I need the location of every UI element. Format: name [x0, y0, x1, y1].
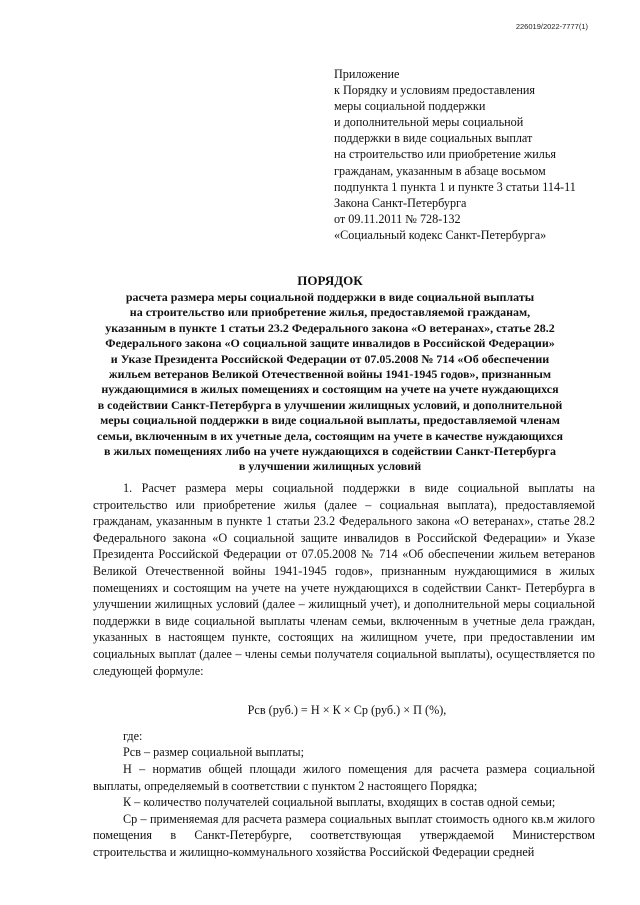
appendix-line: «Социальный кодекс Санкт-Петербурга»: [334, 227, 547, 242]
heading-line: в содействии Санкт-Петербурга в улучшении жилищных условий, и дополнительной: [97, 397, 563, 412]
appendix-line: на строительство или приобретение жилья: [334, 147, 557, 162]
paragraph-1: 1. Расчет размера меры социальной поддержки в виде социальной выплаты на строительство или приобретение жилья (далее – социальная выплата), предоставляемой гражданам, указанным в пункте 1 статьи 23.2 Федерального закона «О ветеранах», статье 28.2 Федерального закона «О социальной защите инвалидов в Российской Федерации» и Указе Президента Российской Федерации от 07.05.2008 № 714 «Об обеспечении жильем ветеранов Великой Отечественной войны 1941-1945 годов», признанным нуждающимися в жилых помещениях и состоящим на учете на учете нуждающихся в содействии Санкт- Петербурга в улучшении жилищных условий (далее – жилищный учет), и дополнительной меры социальной поддержки в виде социальной выплаты членам семьи, включенным в учетные дела граждан, указанных в настоящем пункте, состоящих на жилищном учете, при предоставлении им социальных выплат (далее – члены семьи получателя социальной выплаты), осуществляется по следующей формуле:: [93, 481, 595, 678]
document-title: ПОРЯДОК: [297, 273, 363, 288]
heading-line: семьи, включенным в их учетные дела, состоящим на учете в качестве нуждающихся: [97, 428, 563, 443]
definition-rsv: Рсв – размер социальной выплаты;: [123, 745, 304, 760]
heading-line: жильем ветеранов Великой Отечественной войны 1941-1945 годов», признанным: [108, 367, 552, 382]
document-number: 226019/2022-7777(1): [515, 22, 588, 31]
definition-sr: Ср – применяемая для расчета размера социальных выплат стоимость одного кв.м жилого помещения в Санкт-Петербурге, соответствующая утверждаемой Министерством строительства и жилищно-коммунального хозяйства Российской Федерации средней: [93, 811, 595, 859]
heading-line: в жилых помещениях либо на учете нуждающихся в содействии Санкт-Петербурга: [104, 444, 556, 459]
document-body: [93, 480, 595, 860]
heading-line: в улучшении жилищных условий: [238, 459, 422, 474]
appendix-line: поддержки в виде социальных выплат: [334, 131, 533, 146]
where-label: где:: [123, 728, 143, 743]
heading-line: расчета размера меры социальной поддержки в виде социальной выплаты: [125, 290, 535, 304]
heading-line: Федерального закона «О социальной защите инвалидов в Российской Федерации»: [105, 336, 555, 351]
heading-line: меры социальной поддержки в виде социальной выплаты, предоставляемой членам: [100, 413, 560, 428]
heading-line: указанным в пункте 1 статьи 23.2 Федерального закона «О ветеранах», статье 28.2: [105, 320, 555, 335]
heading-line: и Указе Президента Российской Федерации от 07.05.2008 № 714 «Об обеспечении: [110, 351, 550, 366]
appendix-line: подпункта 1 пункта 1 и пункте 3 статьи 114-11: [334, 179, 576, 194]
document-heading: [70, 273, 590, 475]
appendix-block: [334, 66, 624, 243]
appendix-line: Приложение: [334, 67, 400, 81]
appendix-line: от 09.11.2011 № 728-132: [334, 211, 461, 226]
heading-line: на строительство или приобретение жилья, предоставляемой гражданам,: [129, 305, 531, 320]
definition-n: Н – норматив общей площади жилого помещения для расчета размера социальной выплаты, определяемый в соответствии с пунктом 2 настоящего Порядка;: [93, 761, 595, 793]
heading-line: нуждающимися в жилых помещениях и состоящим на учете на учете нуждающихся: [101, 382, 559, 397]
appendix-line: меры социальной поддержки: [334, 99, 486, 114]
definition-k: К – количество получателей социальной выплаты, входящих в состав одной семьи;: [123, 795, 556, 810]
appendix-line: к Порядку и условиям предоставления: [334, 83, 536, 98]
formula: Рсв (руб.) = Н × К × Ср (руб.) × П (%),: [247, 703, 447, 718]
appendix-line: Закона Санкт-Петербурга: [334, 195, 467, 210]
appendix-line: гражданам, указанным в абзаце восьмом: [334, 163, 546, 178]
appendix-line: и дополнительной меры социальной: [334, 115, 524, 130]
